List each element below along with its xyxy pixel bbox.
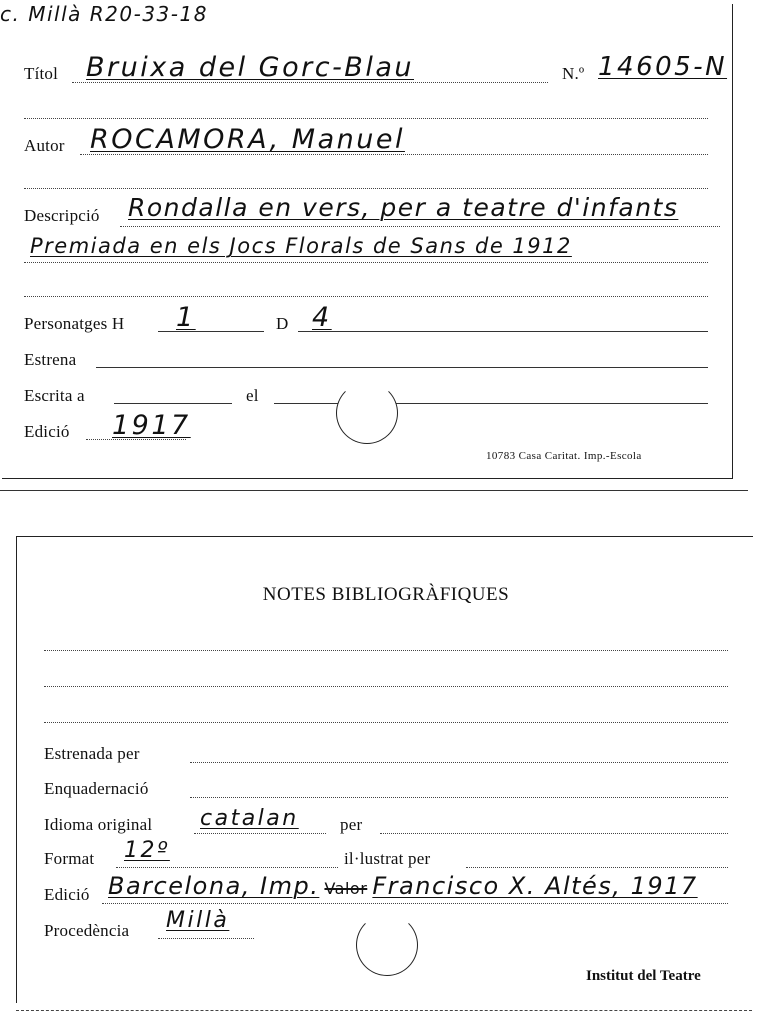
estrenada-label: Estrenada per — [44, 744, 140, 763]
procedencia-line — [158, 938, 254, 939]
edicio2-value — [108, 872, 698, 900]
titol-value: Bruixa del Gorc-Blau — [86, 52, 414, 83]
edicio-value: 1917 — [112, 410, 191, 441]
personatges-d-value: 4 — [312, 302, 332, 333]
punch-hole — [336, 382, 398, 444]
printer-imprint: 10783 Casa Caritat. Imp.-Escola — [486, 450, 642, 462]
edicio2-label: Edició — [44, 885, 90, 904]
numero-label: N.º — [562, 64, 585, 83]
personatges-label: Personatges H — [24, 314, 125, 333]
edicio2-value-a: Barcelona, Imp. — [108, 872, 320, 900]
edicio2-value-b: Francisco X. Altés, 1917 — [372, 872, 698, 900]
rule-line — [44, 686, 728, 687]
estrena-line — [96, 367, 708, 368]
autor-line — [80, 154, 708, 155]
personatges-h-value: 1 — [176, 302, 196, 333]
rule-line — [24, 188, 708, 189]
titol-line — [72, 82, 548, 83]
rule-line — [24, 262, 708, 263]
escrita-label: Escrita a — [24, 386, 85, 405]
descripcio-label: Descripció — [24, 206, 100, 225]
titol-label: Títol — [24, 64, 59, 83]
enquadernacio-line — [190, 797, 728, 798]
idioma-value: catalan — [200, 806, 299, 831]
rule-line — [24, 296, 708, 297]
card-bottom-edge — [16, 1010, 752, 1011]
autor-value: ROCAMORA, Manuel — [90, 124, 405, 155]
format-value: 12º — [124, 838, 170, 863]
institution-imprint: Institut del Teatre — [586, 968, 701, 984]
descripcio-line — [120, 226, 720, 227]
illustrat-line — [466, 867, 728, 868]
rule-line — [44, 722, 728, 723]
estrenada-line — [190, 762, 728, 763]
edicio2-line — [102, 903, 728, 904]
per-line — [380, 833, 728, 834]
edicio2-struck-word: Valor — [324, 879, 368, 898]
punch-hole — [356, 914, 418, 976]
card-edge-line — [0, 490, 748, 491]
format-line — [116, 867, 338, 868]
autor-label: Autor — [24, 136, 65, 155]
procedencia-label: Procedència — [44, 921, 130, 940]
edicio-line — [86, 439, 186, 440]
procedencia-value: Millà — [166, 908, 230, 933]
edicio-label: Edició — [24, 422, 70, 441]
format-label: Format — [44, 849, 95, 868]
escrita-line — [114, 403, 232, 404]
per-label: per — [340, 815, 363, 834]
header-annotation: c. Millà R20-33-18 — [0, 2, 208, 26]
rule-line — [24, 118, 708, 119]
personatges-d-line — [298, 331, 708, 332]
idioma-label: Idioma original — [44, 815, 153, 834]
illustrat-label: il·lustrat per — [344, 849, 431, 868]
personatges-h-line — [158, 331, 264, 332]
rule-line — [44, 650, 728, 651]
enquadernacio-label: Enquadernació — [44, 779, 149, 798]
descripcio-line1: Rondalla en vers, per a teatre d'infants — [128, 193, 679, 222]
el-label: el — [246, 386, 259, 405]
numero-value: 14605-N — [598, 52, 728, 82]
notes-title: NOTES BIBLIOGRÀFIQUES — [262, 584, 510, 605]
descripcio-line2: Premiada en els Jocs Florals de Sans de 1912 — [30, 234, 572, 258]
estrena-label: Estrena — [24, 350, 77, 369]
idioma-line — [194, 833, 326, 834]
personatges-d-label: D — [276, 314, 289, 333]
